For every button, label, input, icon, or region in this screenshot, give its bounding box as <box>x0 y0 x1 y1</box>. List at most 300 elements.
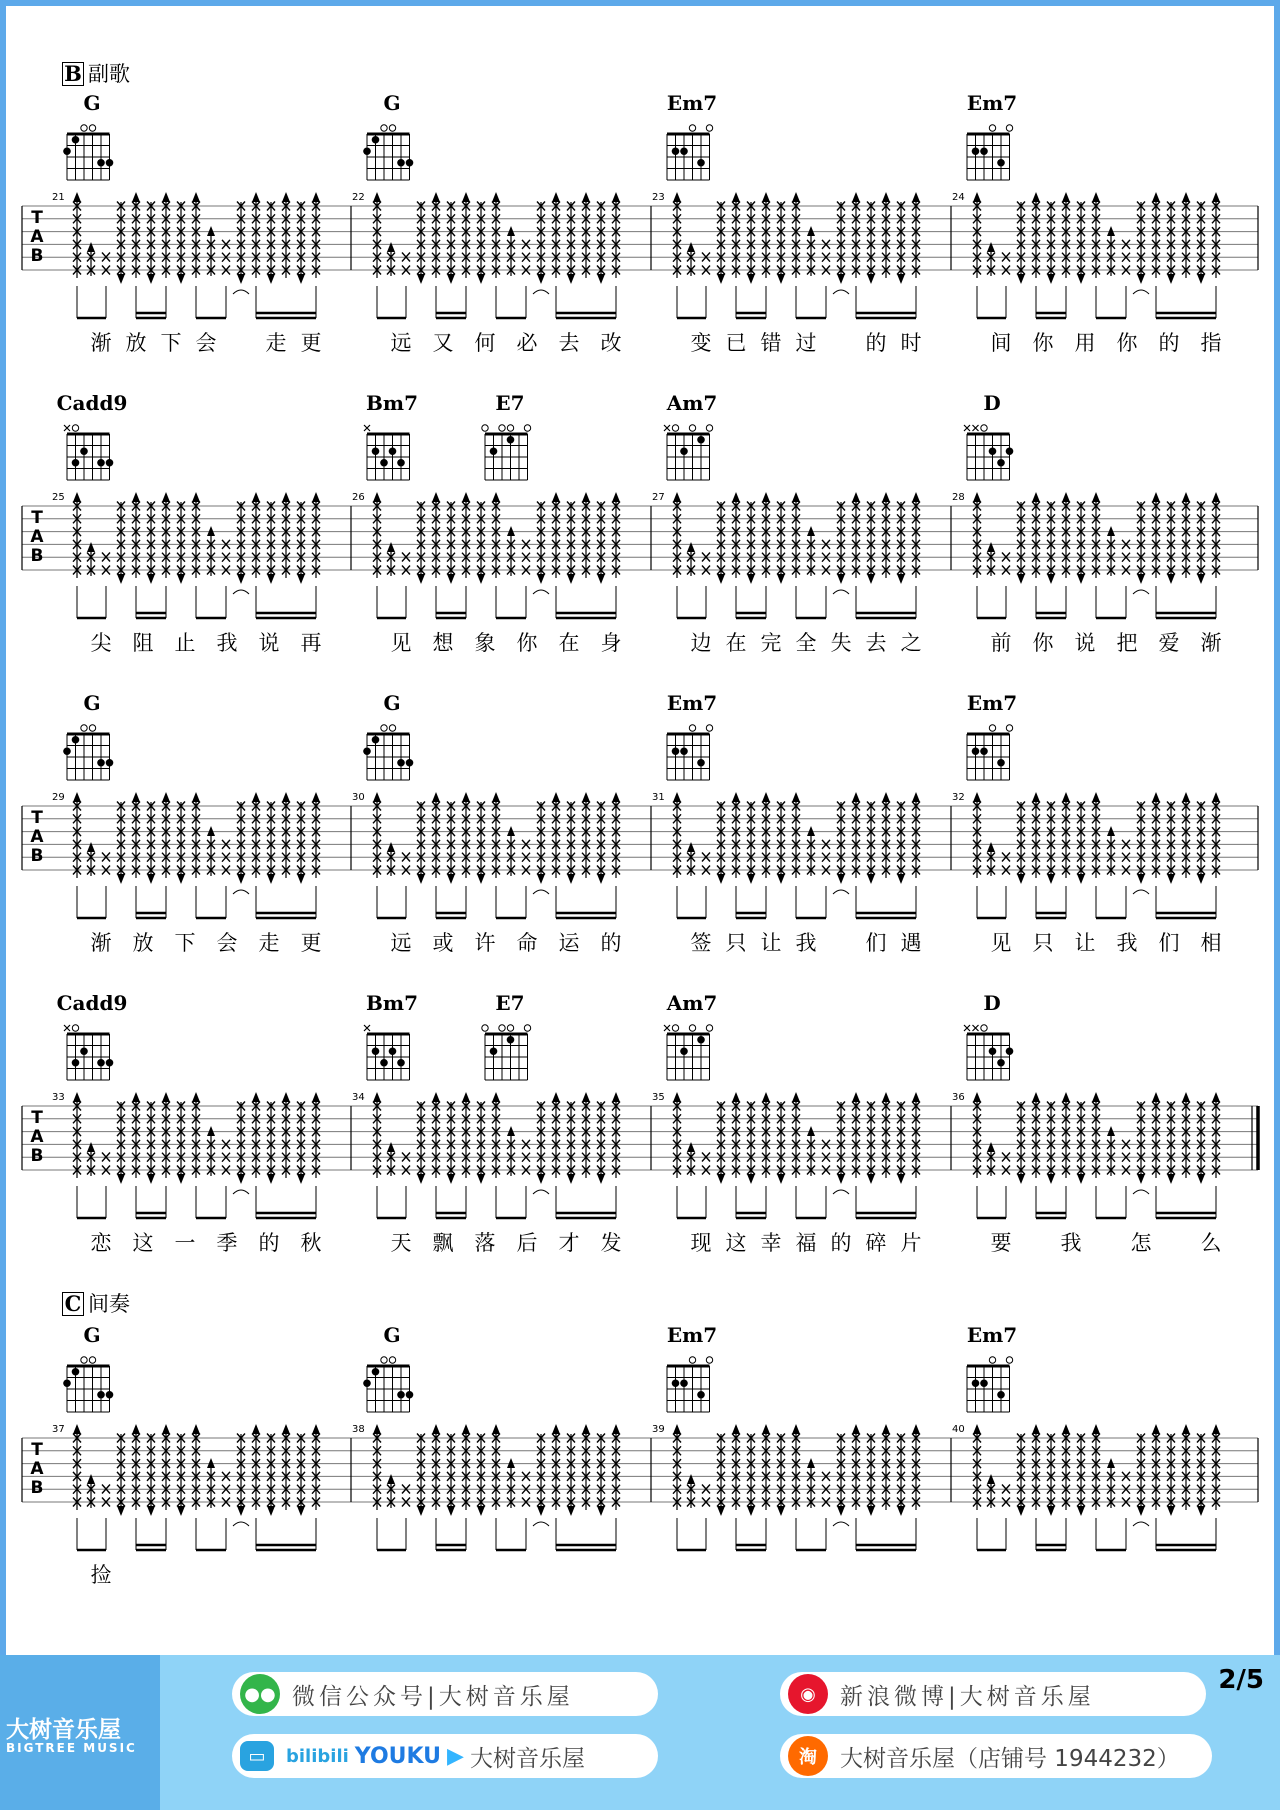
strum-arrow-down <box>1017 1506 1025 1516</box>
strum-arrow-up <box>492 192 500 202</box>
tab-clef-letter: B <box>30 1146 44 1166</box>
strum-arrow-up <box>462 1424 470 1434</box>
strum-arrow-up <box>552 492 560 502</box>
tie-mark <box>233 1522 249 1526</box>
strum-arrow-up <box>432 492 440 502</box>
open-string-marker <box>389 725 395 731</box>
lyric-char: 边 <box>690 631 712 655</box>
finger-dot <box>106 459 114 467</box>
strum-arrow-up <box>673 192 681 202</box>
strum-arrow-up <box>432 1424 440 1434</box>
strum-arrow-down <box>1167 574 1175 584</box>
strum-arrow-up <box>912 492 920 502</box>
tie-mark <box>833 590 849 594</box>
strum-arrow-up <box>87 1474 95 1484</box>
finger-dot <box>997 759 1005 767</box>
strum-arrow-up <box>807 826 815 836</box>
chord-name: G <box>383 91 401 115</box>
tie-mark <box>533 1190 549 1194</box>
tie-mark <box>1133 590 1149 594</box>
tie-mark <box>833 1190 849 1194</box>
strum-arrow-up <box>132 492 140 502</box>
tab-measure <box>52 792 322 955</box>
tab-measure <box>651 1092 922 1255</box>
tab-measure <box>52 492 322 655</box>
youku-logo: YOUKU <box>354 1743 442 1769</box>
tab-measure <box>951 792 1222 955</box>
strum-arrow-up <box>1152 792 1160 802</box>
strum-arrow-down <box>897 574 905 584</box>
tab-clef-letter: T <box>31 808 43 828</box>
strum-arrow-up <box>507 1458 515 1468</box>
strum-arrow-up <box>387 242 395 252</box>
strum-arrow-up <box>973 792 981 802</box>
chord-diagram <box>664 391 717 480</box>
tab-clef-letter: B <box>30 246 44 266</box>
finger-dot <box>397 159 405 167</box>
strum-arrow-down <box>477 1174 485 1184</box>
lyric-char: 下 <box>174 931 196 955</box>
finger-dot <box>989 447 997 455</box>
strum-arrow-down <box>1167 874 1175 884</box>
lyric-char: 间 <box>990 331 1012 355</box>
finger-dot <box>697 159 705 167</box>
tie-mark <box>533 590 549 594</box>
tie-mark <box>533 890 549 894</box>
tie-mark <box>1133 890 1149 894</box>
strum-arrow-up <box>462 192 470 202</box>
strum-arrow-down <box>717 1506 725 1516</box>
strum-arrow-up <box>492 492 500 502</box>
lyric-char: 去 <box>558 331 580 355</box>
lyric-char: 想 <box>432 631 454 655</box>
strum-arrow-up <box>762 1092 770 1102</box>
finger-dot <box>380 459 388 467</box>
open-string-marker <box>389 1357 395 1363</box>
finger-dot <box>106 1391 114 1399</box>
strum-arrow-up <box>687 242 695 252</box>
strum-arrow-down <box>237 874 245 884</box>
strum-arrow-up <box>882 1424 890 1434</box>
strum-arrow-up <box>687 842 695 852</box>
strum-arrow-down <box>237 1506 245 1516</box>
finger-dot <box>389 1047 397 1055</box>
strum-arrow-up <box>552 1092 560 1102</box>
strum-arrow-up <box>882 792 890 802</box>
strum-arrow-up <box>732 492 740 502</box>
finger-dot <box>1006 447 1014 455</box>
lyric-char: 许 <box>474 931 496 955</box>
open-string-marker <box>89 1357 95 1363</box>
strum-arrow-up <box>582 1092 590 1102</box>
finger-dot <box>406 1391 414 1399</box>
lyric-char: 我 <box>1116 931 1138 955</box>
strum-arrow-down <box>897 874 905 884</box>
strum-arrow-up <box>1182 492 1190 502</box>
lyric-char: 要 <box>990 1231 1012 1255</box>
open-string-marker <box>706 1025 712 1031</box>
strum-arrow-up <box>792 792 800 802</box>
strum-arrow-down <box>567 574 575 584</box>
chord-diagram <box>667 1323 717 1412</box>
strum-arrow-down <box>897 1506 905 1516</box>
lyric-char: 时 <box>900 331 922 355</box>
strum-arrow-up <box>912 1424 920 1434</box>
strum-arrow-down <box>1137 1174 1145 1184</box>
finger-dot <box>372 136 380 144</box>
lyric-char: 说 <box>258 631 280 655</box>
lyric-char: 捡 <box>90 1563 112 1587</box>
strum-arrow-up <box>807 226 815 236</box>
lyric-char: 全 <box>795 631 817 655</box>
chord-name: D <box>983 391 1001 415</box>
strum-arrow-down <box>1077 1174 1085 1184</box>
lyric-char: 会 <box>216 931 238 955</box>
strum-arrow-up <box>852 1092 860 1102</box>
lyric-char: 我 <box>1060 1231 1082 1255</box>
open-string-marker <box>507 425 513 431</box>
strum-arrow-down <box>867 1174 875 1184</box>
finger-dot <box>72 136 80 144</box>
finger-dot <box>507 1036 515 1044</box>
open-string-marker <box>1006 725 1012 731</box>
finger-dot <box>680 1047 688 1055</box>
lyric-char: 我 <box>216 631 238 655</box>
strum-arrow-up <box>762 792 770 802</box>
open-string-marker <box>499 425 505 431</box>
lyric-char: 你 <box>1032 631 1054 655</box>
strum-arrow-up <box>612 192 620 202</box>
tab-clef-letter: A <box>30 227 44 247</box>
lyric-char: 发 <box>600 1231 622 1255</box>
strum-arrow-down <box>1077 1506 1085 1516</box>
finger-dot <box>490 447 498 455</box>
muted-string-marker <box>664 425 670 431</box>
strum-arrow-up <box>1152 1092 1160 1102</box>
open-string-marker <box>1006 125 1012 131</box>
strum-arrow-down <box>1137 574 1145 584</box>
strum-arrow-down <box>147 874 155 884</box>
strum-arrow-down <box>417 1506 425 1516</box>
open-string-marker <box>524 1025 530 1031</box>
chord-diagram <box>363 691 413 780</box>
chord-diagram <box>57 391 128 480</box>
strum-arrow-up <box>973 1424 981 1434</box>
lyric-char: 我 <box>795 931 817 955</box>
open-string-marker <box>81 725 87 731</box>
tie-mark <box>233 590 249 594</box>
strum-arrow-up <box>192 192 200 202</box>
chord-diagram <box>63 1323 113 1412</box>
lyric-char: 福 <box>795 1231 817 1255</box>
strum-arrow-down <box>717 574 725 584</box>
strum-arrow-up <box>912 192 920 202</box>
lyric-char: 止 <box>174 631 196 655</box>
tab-system <box>22 1092 1258 1255</box>
finger-dot <box>680 147 688 155</box>
strum-arrow-up <box>73 792 81 802</box>
video-pill[interactable] <box>232 1734 658 1778</box>
strum-arrow-up <box>1062 1424 1070 1434</box>
measure-number: 32 <box>952 792 965 803</box>
section-title: 间奏 <box>88 1292 130 1316</box>
tab-measure <box>651 192 922 355</box>
strum-arrow-down <box>147 274 155 284</box>
strum-arrow-down <box>1047 874 1055 884</box>
finger-dot <box>697 436 705 444</box>
measure-number: 29 <box>52 792 65 803</box>
strum-arrow-up <box>252 192 260 202</box>
tab-clef-letter: T <box>31 1440 43 1460</box>
finger-dot <box>680 447 688 455</box>
strum-arrow-down <box>177 874 185 884</box>
strum-arrow-up <box>1152 1424 1160 1434</box>
lyric-char: 何 <box>474 331 496 355</box>
strum-arrow-down <box>147 574 155 584</box>
strum-arrow-down <box>267 1506 275 1516</box>
strum-arrow-down <box>867 874 875 884</box>
lyric-char: 一 <box>174 1231 196 1255</box>
tie-mark <box>833 890 849 894</box>
strum-arrow-down <box>567 274 575 284</box>
strum-arrow-up <box>612 1092 620 1102</box>
strum-arrow-down <box>1017 274 1025 284</box>
strum-arrow-down <box>1197 874 1205 884</box>
strum-arrow-up <box>73 1092 81 1102</box>
strum-arrow-down <box>537 1174 545 1184</box>
measure-number: 40 <box>952 1424 965 1435</box>
open-string-marker <box>706 725 712 731</box>
lyric-char: 渐 <box>90 931 112 955</box>
open-string-marker <box>381 125 387 131</box>
lyric-char: 指 <box>1200 331 1222 355</box>
strum-arrow-down <box>747 274 755 284</box>
strum-arrow-down <box>597 274 605 284</box>
strum-arrow-down <box>717 274 725 284</box>
strum-arrow-up <box>1212 792 1220 802</box>
strum-arrow-up <box>673 792 681 802</box>
lyric-char: 季 <box>216 1231 238 1255</box>
lyric-char: 变 <box>690 331 712 355</box>
strum-arrow-up <box>987 1474 995 1484</box>
open-string-marker <box>89 725 95 731</box>
strum-arrow-down <box>867 1506 875 1516</box>
strum-arrow-up <box>507 226 515 236</box>
strum-arrow-down <box>747 1506 755 1516</box>
strum-arrow-down <box>267 1174 275 1184</box>
tab-clef-letter: B <box>30 846 44 866</box>
strum-arrow-down <box>177 274 185 284</box>
tab-system <box>22 492 1258 655</box>
strum-arrow-down <box>177 574 185 584</box>
open-string-marker <box>389 125 395 131</box>
finger-dot <box>980 147 988 155</box>
strum-arrow-down <box>777 874 785 884</box>
strum-arrow-down <box>717 874 725 884</box>
lyric-char: 更 <box>300 331 322 355</box>
tab-measure <box>351 792 622 955</box>
tv-icon: ▭ <box>240 1741 274 1771</box>
strum-arrow-down <box>1077 874 1085 884</box>
finger-dot <box>989 1047 997 1055</box>
strum-arrow-down <box>447 574 455 584</box>
lyric-char: 说 <box>1074 631 1096 655</box>
chord-name: Am7 <box>666 391 718 415</box>
wechat-icon: ●● <box>240 1674 280 1714</box>
measure-number: 31 <box>652 792 665 803</box>
strum-arrow-down <box>117 274 125 284</box>
finger-dot <box>72 459 80 467</box>
strum-arrow-down <box>117 1506 125 1516</box>
strum-arrow-up <box>1032 1092 1040 1102</box>
strum-arrow-down <box>237 574 245 584</box>
lyric-char: 这 <box>132 1231 154 1255</box>
strum-arrow-up <box>973 192 981 202</box>
measure-number: 35 <box>652 1092 665 1103</box>
strum-arrow-down <box>477 1506 485 1516</box>
strum-arrow-up <box>507 526 515 536</box>
strum-arrow-up <box>312 1092 320 1102</box>
strum-arrow-up <box>552 192 560 202</box>
strum-arrow-up <box>1032 492 1040 502</box>
strum-arrow-up <box>1092 192 1100 202</box>
play-icon: ▶ <box>447 1743 464 1769</box>
strum-arrow-down <box>1167 274 1175 284</box>
chord-name: G <box>383 691 401 715</box>
strum-arrow-up <box>282 1092 290 1102</box>
lyric-char: 飘 <box>432 1231 454 1255</box>
lyric-char: 又 <box>432 331 454 355</box>
strum-arrow-up <box>373 492 381 502</box>
strum-arrow-up <box>252 492 260 502</box>
finger-dot <box>397 1391 405 1399</box>
chord-name: E7 <box>495 991 525 1015</box>
strum-arrow-down <box>417 874 425 884</box>
strum-arrow-up <box>732 1092 740 1102</box>
strum-arrow-up <box>852 1424 860 1434</box>
strum-arrow-up <box>1062 1092 1070 1102</box>
wechat-pill[interactable] <box>232 1672 658 1716</box>
strum-arrow-up <box>673 1424 681 1434</box>
tab-system <box>22 192 1258 355</box>
strum-arrow-up <box>462 492 470 502</box>
strum-arrow-up <box>1092 1424 1100 1434</box>
tab-clef-letter: T <box>31 508 43 528</box>
strum-arrow-up <box>582 792 590 802</box>
tie-mark <box>233 1190 249 1194</box>
strum-arrow-up <box>1032 1424 1040 1434</box>
weibo-text: 新浪微博|大树音乐屋 <box>840 1683 1095 1710</box>
strum-arrow-up <box>1182 192 1190 202</box>
lyric-char: 渐 <box>90 331 112 355</box>
finger-dot <box>80 1047 88 1055</box>
open-string-marker <box>981 1025 987 1031</box>
measure-number: 26 <box>352 492 365 503</box>
strum-arrow-down <box>177 1174 185 1184</box>
strum-arrow-up <box>852 792 860 802</box>
strum-arrow-up <box>1107 1458 1115 1468</box>
lyric-char: 你 <box>516 631 538 655</box>
strum-arrow-down <box>1197 274 1205 284</box>
lyric-char: 天 <box>390 1231 412 1255</box>
chord-diagram <box>967 691 1017 780</box>
finger-dot <box>106 159 114 167</box>
strum-arrow-up <box>312 492 320 502</box>
strum-arrow-up <box>492 1092 500 1102</box>
finger-dot <box>363 747 371 755</box>
finger-dot <box>63 747 71 755</box>
chord-name: D <box>983 991 1001 1015</box>
lyric-char: 命 <box>516 931 538 955</box>
taobao-pill[interactable] <box>780 1734 1212 1778</box>
measure-number: 36 <box>952 1092 965 1103</box>
strum-arrow-up <box>612 792 620 802</box>
strum-arrow-up <box>973 492 981 502</box>
finger-dot <box>372 1047 380 1055</box>
strum-arrow-up <box>387 1142 395 1152</box>
finger-dot <box>680 747 688 755</box>
finger-dot <box>406 759 414 767</box>
strum-arrow-down <box>477 874 485 884</box>
strum-arrow-down <box>447 274 455 284</box>
tie-mark <box>233 890 249 894</box>
strum-arrow-up <box>792 1424 800 1434</box>
strum-arrow-up <box>192 492 200 502</box>
strum-arrow-down <box>1047 1506 1055 1516</box>
lyric-char: 走 <box>258 931 280 955</box>
strum-arrow-up <box>612 492 620 502</box>
finger-dot <box>397 459 405 467</box>
finger-dot <box>372 1368 380 1376</box>
chord-diagram <box>964 391 1013 480</box>
tab-measure <box>52 1092 322 1255</box>
strum-arrow-up <box>192 1092 200 1102</box>
lyric-char: 失 <box>830 631 852 655</box>
lyric-char: 错 <box>760 331 782 355</box>
strum-arrow-up <box>373 1424 381 1434</box>
finger-dot <box>997 1391 1005 1399</box>
strum-arrow-down <box>1047 274 1055 284</box>
chord-diagram <box>363 91 413 180</box>
strum-arrow-down <box>537 1506 545 1516</box>
tab-measure <box>951 1424 1220 1550</box>
lyric-char: 之 <box>900 631 922 655</box>
strum-arrow-up <box>1107 1126 1115 1136</box>
tie-mark <box>233 290 249 294</box>
strum-arrow-up <box>732 1424 740 1434</box>
open-string-marker <box>482 425 488 431</box>
open-string-marker <box>72 1025 78 1031</box>
muted-string-marker <box>364 425 370 431</box>
strum-arrow-down <box>117 874 125 884</box>
strum-arrow-up <box>582 192 590 202</box>
lyric-char: 远 <box>390 331 412 355</box>
open-string-marker <box>989 125 995 131</box>
weibo-pill[interactable] <box>780 1672 1206 1716</box>
strum-arrow-down <box>597 1174 605 1184</box>
strum-arrow-up <box>507 826 515 836</box>
page-number: 2/5 <box>1218 1665 1264 1695</box>
finger-dot <box>63 147 71 155</box>
lyric-char: 见 <box>990 931 1012 955</box>
strum-arrow-up <box>462 792 470 802</box>
strum-arrow-up <box>162 1424 170 1434</box>
finger-dot <box>80 447 88 455</box>
strum-arrow-down <box>897 274 905 284</box>
open-string-marker <box>81 1357 87 1363</box>
strum-arrow-down <box>237 274 245 284</box>
lyric-char: 必 <box>516 331 538 355</box>
